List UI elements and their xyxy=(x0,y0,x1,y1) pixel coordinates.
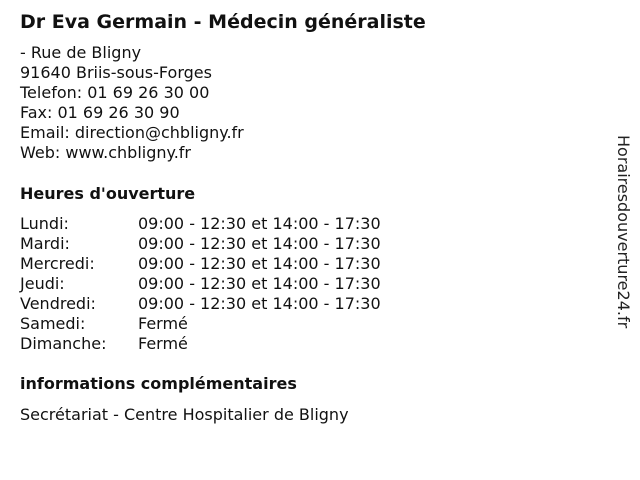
hours-value: 09:00 - 12:30 et 14:00 - 17:30 xyxy=(138,294,381,313)
day-label: Vendredi: xyxy=(20,294,96,313)
hours-row-thursday xyxy=(20,274,600,294)
additional-info-heading: informations complémentaires xyxy=(20,374,297,393)
contact-card xyxy=(20,10,600,425)
day-label: Lundi: xyxy=(20,214,69,233)
web-line: Web: www.chbligny.fr xyxy=(20,143,191,162)
hours-row-tuesday xyxy=(20,234,600,254)
address-block xyxy=(20,43,600,163)
hours-row-sunday xyxy=(20,334,600,354)
hours-value: 09:00 - 12:30 et 14:00 - 17:30 xyxy=(138,214,381,233)
opening-hours-heading: Heures d'ouverture xyxy=(20,184,196,203)
hours-row-friday xyxy=(20,294,600,314)
day-label: Samedi: xyxy=(20,314,86,333)
day-label: Mercredi: xyxy=(20,254,95,273)
email-line: Email: direction@chbligny.fr xyxy=(20,123,244,142)
hours-value: 09:00 - 12:30 et 14:00 - 17:30 xyxy=(138,274,381,293)
hours-value: Fermé xyxy=(138,334,188,353)
page-title: Dr Eva Germain - Médecin généraliste xyxy=(20,11,426,33)
opening-hours-table xyxy=(20,214,600,354)
hours-value: 09:00 - 12:30 et 14:00 - 17:30 xyxy=(138,234,381,253)
site-watermark: Horairesdouverture24.fr xyxy=(614,135,633,329)
additional-info-text: Secrétariat - Centre Hospitalier de Bligny xyxy=(20,405,349,424)
day-label: Mardi: xyxy=(20,234,70,253)
day-label: Jeudi: xyxy=(20,274,65,293)
phone-line: Telefon: 01 69 26 30 00 xyxy=(20,83,210,102)
hours-value: 09:00 - 12:30 et 14:00 - 17:30 xyxy=(138,254,381,273)
hours-row-monday xyxy=(20,214,600,234)
street-line: - Rue de Bligny xyxy=(20,43,142,62)
hours-value: Fermé xyxy=(138,314,188,333)
city-line: 91640 Briis-sous-Forges xyxy=(20,63,212,82)
hours-row-saturday xyxy=(20,314,600,334)
fax-line: Fax: 01 69 26 30 90 xyxy=(20,103,180,122)
day-label: Dimanche: xyxy=(20,334,107,353)
hours-row-wednesday xyxy=(20,254,600,274)
